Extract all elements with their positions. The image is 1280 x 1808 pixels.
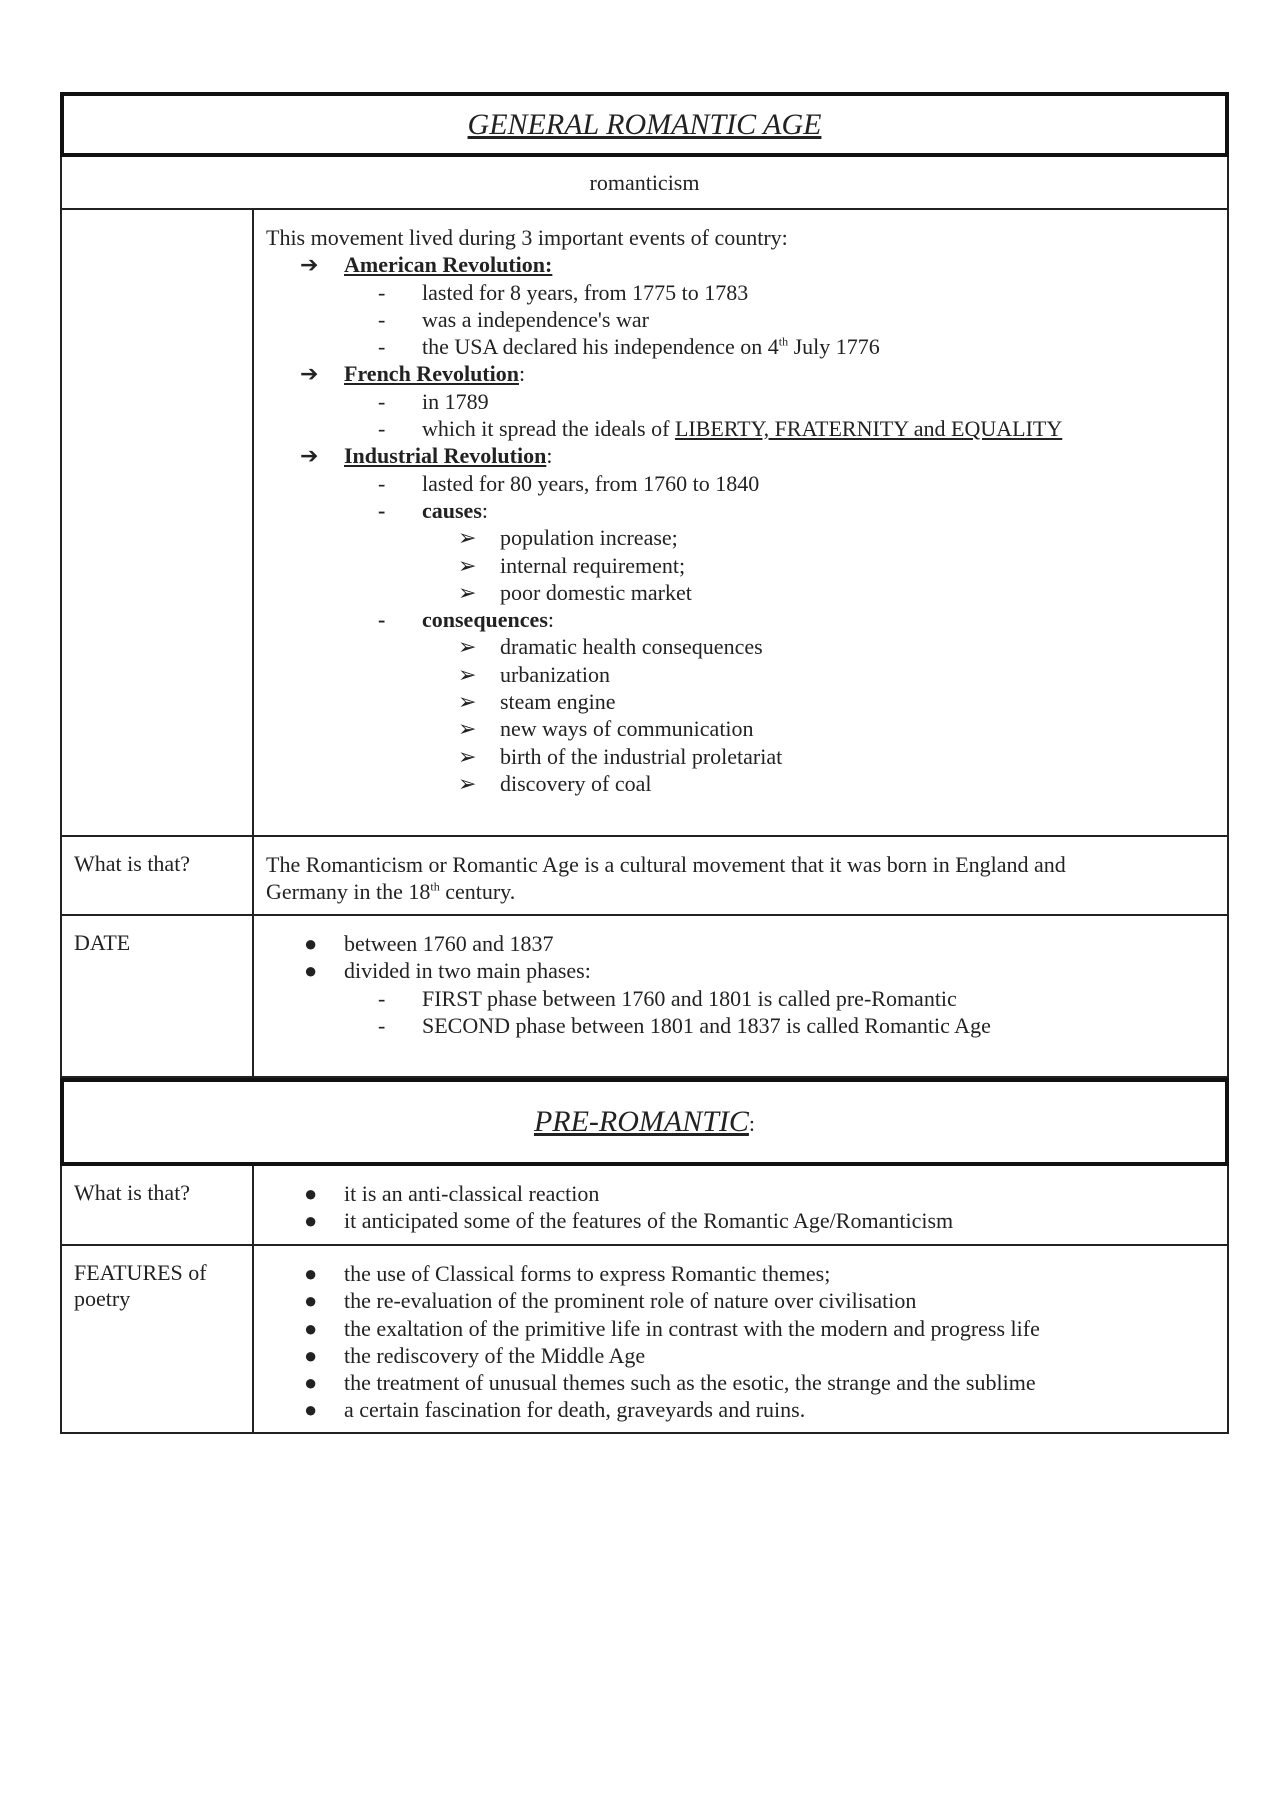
events-content-cell <box>254 210 1227 835</box>
list-item: ● between 1760 and 1837 <box>304 931 554 956</box>
list-item: - FIRST phase between 1760 and 1801 is called pre-Romantic <box>378 985 957 1011</box>
general-what-row <box>60 837 1229 916</box>
general-title: GENERAL ROMANTIC AGE <box>467 107 822 141</box>
bullet-icon: ● <box>304 1397 318 1423</box>
american-revolution-heading: ➔ American Revolution: <box>300 252 553 278</box>
bullet-icon: ● <box>304 1261 318 1286</box>
events-row <box>60 210 1229 837</box>
list-item: ● it is an anti-classical reaction <box>304 1181 600 1206</box>
french-revolution-heading: ➔ French Revolution: <box>300 361 526 387</box>
causes-heading: - causes: <box>378 497 489 523</box>
list-item: ● a certain fascination for death, graveyards and ruins. <box>304 1397 806 1423</box>
list-item: ➢ birth of the industrial proletariat <box>458 743 783 769</box>
dash-icon: - <box>378 279 386 305</box>
document <box>60 92 1229 1434</box>
general-what-label: What is that? <box>62 837 254 914</box>
dash-icon: - <box>378 306 386 332</box>
triangle-bullet-icon: ➢ <box>458 525 477 551</box>
dash-icon: - <box>378 607 386 633</box>
features-label: FEATURES of poetry <box>62 1246 254 1432</box>
date-label: DATE <box>62 916 254 1076</box>
list-item: - in 1789 <box>378 388 489 414</box>
list-item: - SECOND phase between 1801 and 1837 is called Romantic Age <box>378 1012 991 1038</box>
pre-what-row <box>60 1166 1229 1246</box>
ideals-link: LIBERTY, FRATERNITY and EQUALITY <box>674 416 1063 442</box>
bullet-icon: ● <box>304 1342 318 1368</box>
list-item: ● it anticipated some of the features of the Romantic Age/Romanticism <box>304 1208 954 1234</box>
arrow-icon: ➔ <box>300 443 319 469</box>
list-item: ● the treatment of unusual themes such as the esotic, the strange and the sublime <box>304 1370 1036 1396</box>
consequences-heading: - consequences: <box>378 607 555 633</box>
arrow-icon: ➔ <box>300 252 319 278</box>
list-item: - which it spread the ideals of LIBERTY, FRATERNITY and EQUALITY <box>378 416 1063 442</box>
pre-what-label: What is that? <box>62 1166 254 1244</box>
triangle-bullet-icon: ➢ <box>458 634 477 660</box>
date-content <box>254 916 1227 1076</box>
pre-romantic-title: PRE-ROMANTIC: <box>533 1105 756 1138</box>
industrial-revolution-heading: ➔ Industrial Revolution: <box>300 443 553 469</box>
list-item: ● the exaltation of the primitive life in contrast with the modern and progress life <box>304 1315 1040 1341</box>
list-item: ➢ steam engine <box>458 689 616 715</box>
triangle-bullet-icon: ➢ <box>458 743 477 769</box>
bullet-icon: ● <box>304 1181 318 1206</box>
list-item: ➢ discovery of coal <box>458 770 652 796</box>
general-title-row <box>60 92 1229 157</box>
triangle-bullet-icon: ➢ <box>458 716 477 742</box>
list-item: ➢ population increase; <box>458 525 678 551</box>
dash-icon: - <box>378 985 386 1011</box>
bullet-icon: ● <box>304 958 318 984</box>
list-item: - lasted for 8 years, from 1775 to 1783 <box>378 279 749 305</box>
list-item: - was a independence's war <box>378 306 649 332</box>
triangle-bullet-icon: ➢ <box>458 689 477 715</box>
dash-icon: - <box>378 416 386 442</box>
dash-icon: - <box>378 470 386 496</box>
events-intro: This movement lived during 3 important events of country: <box>266 225 788 250</box>
list-item: ● divided in two main phases: <box>304 958 591 984</box>
features-content <box>254 1246 1227 1432</box>
bullet-icon: ● <box>304 1288 318 1314</box>
bullet-icon: ● <box>304 1315 318 1341</box>
list-item: ● the re-evaluation of the prominent role of nature over civilisation <box>304 1288 917 1314</box>
list-item: ➢ urbanization <box>458 661 610 687</box>
bullet-icon: ● <box>304 1370 318 1396</box>
dash-icon: - <box>378 497 386 523</box>
bullet-icon: ● <box>304 1208 318 1234</box>
dash-icon: - <box>378 388 386 414</box>
list-item: ● the use of Classical forms to express Romantic themes; <box>304 1261 831 1286</box>
dash-icon: - <box>378 334 386 360</box>
events-label-cell <box>62 210 254 835</box>
subtitle-row <box>60 157 1229 210</box>
subtitle: romanticism <box>589 169 700 195</box>
pre-what-content <box>254 1166 1227 1244</box>
dash-icon: - <box>378 1012 386 1038</box>
general-what-content: The Romanticism or Romantic Age is a cultural movement that it was born in England and Germany in the 18th century. <box>266 852 1066 905</box>
triangle-bullet-icon: ➢ <box>458 579 477 605</box>
list-item: ➢ poor domestic market <box>458 579 692 605</box>
features-row <box>60 1246 1229 1434</box>
triangle-bullet-icon: ➢ <box>458 770 477 796</box>
date-row <box>60 916 1229 1078</box>
bullet-icon: ● <box>304 931 318 956</box>
pre-romantic-title-row <box>60 1078 1229 1166</box>
triangle-bullet-icon: ➢ <box>458 552 477 578</box>
arrow-icon: ➔ <box>300 361 319 387</box>
list-item: ➢ new ways of communication <box>458 716 754 742</box>
list-item: - the USA declared his independence on 4th July 1776 <box>378 334 880 360</box>
list-item: ➢ dramatic health consequences <box>458 634 763 660</box>
triangle-bullet-icon: ➢ <box>458 661 477 687</box>
list-item: - lasted for 80 years, from 1760 to 1840 <box>378 470 760 496</box>
list-item: ● the rediscovery of the Middle Age <box>304 1342 646 1368</box>
list-item: ➢ internal requirement; <box>458 552 686 578</box>
